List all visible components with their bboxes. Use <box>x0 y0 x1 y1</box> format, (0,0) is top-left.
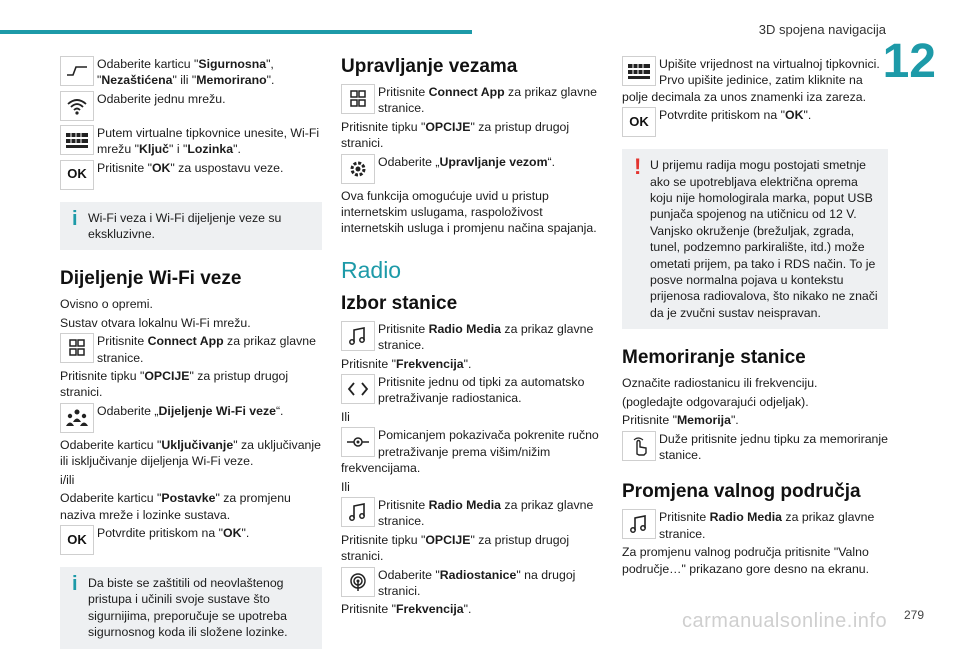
chevrons-left-right-icon <box>341 374 375 404</box>
watermark: carmanualsonline.info <box>682 610 888 632</box>
keyboard-icon <box>60 125 94 155</box>
step-press-ok: OK Pritisnite "OK" za uspostavu veze. <box>60 160 322 192</box>
paragraph: i/ili <box>60 472 75 487</box>
step-manual-search: Pomicanjem pokazivača pokrenite ručno pretraživanje prema višim/nižim frekvencijama. <box>341 428 599 476</box>
step-connect-app: Pritisnite Connect App za prikaz glavne stranice. <box>60 333 322 366</box>
step-connect-app: Pritisnite Connect App za prikaz glavne stranice. <box>341 84 607 117</box>
step-select-network: Odaberite jednu mrežu. <box>60 91 322 123</box>
step-auto-search: Pritisnite jednu od tipki za automatsko pretraživanje radiostanica. <box>341 374 607 407</box>
tabs-icon <box>60 56 94 86</box>
warning-note: ! U prijemu radija mogu postojati smetnje ako se upotrebljava električna oprema koju nije homologirala marka, poput USB punjača spojenog na utičnicu od 12 V. Vanjsko okruženje (brežuljak, zgrada, tunel, podzemno parkiralište, itd.) može ometati prijem, pa tako i RDS način. To je posve normalna pojava u kontekstu prijenosa radiovalova, što nikako ne znači da je zvučni sustav neispravan. <box>622 149 888 329</box>
gear-icon <box>341 154 375 184</box>
column-1 <box>60 56 322 659</box>
info-note: i Da biste se zaštitili od neovlaštenog pristupa i učinili svoje sustave što sigurnijima, preporučuje se upotreba sigurnosnog koda ili složene lozinke. <box>60 567 322 649</box>
step-select-tab: Odaberite karticu "Sigurnosna", "Nezaštićena" ili "Memorirano". <box>60 56 322 89</box>
column-2 <box>341 56 607 620</box>
paragraph: Ova funkcija omogućuje uvid u pristup internetskim uslugama, raspoloživost internetskih usluga i promjenu načina spajanja. <box>341 188 597 236</box>
music-note-icon <box>622 509 656 539</box>
step-radio-media: Pritisnite Radio Media za prikaz glavne stranice. <box>622 509 888 542</box>
warning-icon: ! <box>634 154 642 180</box>
paragraph: Ovisno o opremi. <box>60 297 153 312</box>
keyboard-icon <box>622 56 656 86</box>
page-number: 279 <box>903 608 924 622</box>
step-select-sharing: Odaberite „Dijeljenje Wi-Fi veze“. <box>60 403 322 435</box>
music-note-icon <box>341 321 375 351</box>
paragraph: Pritisnite "Memorija". <box>622 413 739 428</box>
paragraph: Ili <box>341 409 350 424</box>
info-icon: i <box>72 572 78 595</box>
section-heading-station-selection: Izbor stanice <box>341 292 458 314</box>
step-radio-media: Pritisnite Radio Media za prikaz glavne stranice. <box>341 321 607 354</box>
ok-button-icon: OK <box>60 160 94 190</box>
music-note-icon <box>341 497 375 527</box>
chapter-number: 12 <box>882 35 936 88</box>
step-select-connection-management: Odaberite „Upravljanje vezom“. <box>341 154 607 186</box>
step-confirm-ok: OK Potvrdite pritiskom na "OK". <box>622 107 888 139</box>
wifi-icon <box>60 91 94 121</box>
step-enter-value: Upišite vrijednost na virtualnoj tipkovnici. Prvo upišite jedinice, zatim kliknite na polje decimala za unos znamenki iza zareza. <box>622 57 880 104</box>
step-enter-key: Putem virtualne tipkovnice unesite, Wi-Fi mrežu "Ključ" i "Lozinka". <box>60 125 322 158</box>
paragraph: Pritisnite "Frekvencija". <box>341 602 472 617</box>
radio-antenna-icon <box>341 567 375 597</box>
step-long-press: Duže pritisnite jednu tipku za memoriranje stanice. <box>622 431 888 464</box>
section-heading-connection-management: Upravljanje vezama <box>341 56 518 77</box>
step-select-stations: Odaberite "Radiostanice" na drugoj stranici. <box>341 567 607 600</box>
paragraph: Odaberite karticu "Postavke" za promjenu naziva mreže i lozinke sustava. <box>60 491 291 522</box>
section-heading-change-band: Promjena valnog područja <box>622 481 861 503</box>
paragraph: Za promjenu valnog područja pritisnite "Valno područje…" prikazano gore desno na ekranu. <box>622 545 870 576</box>
paragraph: Pritisnite tipku "OPCIJE" za pristup drugoj stranici. <box>60 369 289 400</box>
chapter-heading-radio: Radio <box>341 256 402 283</box>
users-icon <box>60 403 94 433</box>
paragraph: Pritisnite tipku "OPCIJE" za pristup drugoj stranici. <box>341 532 570 564</box>
paragraph: Pritisnite "Frekvencija". <box>341 356 472 371</box>
paragraph: Označite radiostanicu ili frekvenciju. <box>622 376 818 391</box>
section-heading-wifi-sharing: Dijeljenje Wi-Fi veze <box>60 268 242 290</box>
paragraph: Ili <box>341 479 350 494</box>
apps-grid-icon <box>60 333 94 363</box>
header-accent-bar <box>0 30 472 34</box>
ok-button-icon: OK <box>622 107 656 137</box>
ok-button-icon: OK <box>60 525 94 555</box>
header-title: 3D spojena navigacija <box>758 22 886 37</box>
slider-cursor-icon <box>341 427 375 457</box>
paragraph: Odaberite karticu "Uključivanje" za uključivanje ili isključivanje dijeljenja Wi-Fi veze. <box>60 437 321 469</box>
section-heading-memorize-station: Memoriranje stanice <box>622 347 806 369</box>
paragraph: Sustav otvara lokalnu Wi-Fi mrežu. <box>60 315 251 330</box>
paragraph: (pogledajte odgovarajući odjeljak). <box>622 394 809 409</box>
step-confirm-ok: OK Potvrdite pritiskom na "OK". <box>60 525 322 557</box>
info-note: i Wi-Fi veza i Wi-Fi dijeljenje veze su ekskluzivne. <box>60 202 322 251</box>
column-3 <box>622 56 888 579</box>
info-icon: i <box>72 207 78 230</box>
hand-press-icon <box>622 431 656 461</box>
apps-grid-icon <box>341 84 375 114</box>
paragraph: Pritisnite tipku "OPCIJE" za pristup drugoj stranici. <box>341 119 570 151</box>
step-radio-media: Pritisnite Radio Media za prikaz glavne stranice. <box>341 497 607 530</box>
